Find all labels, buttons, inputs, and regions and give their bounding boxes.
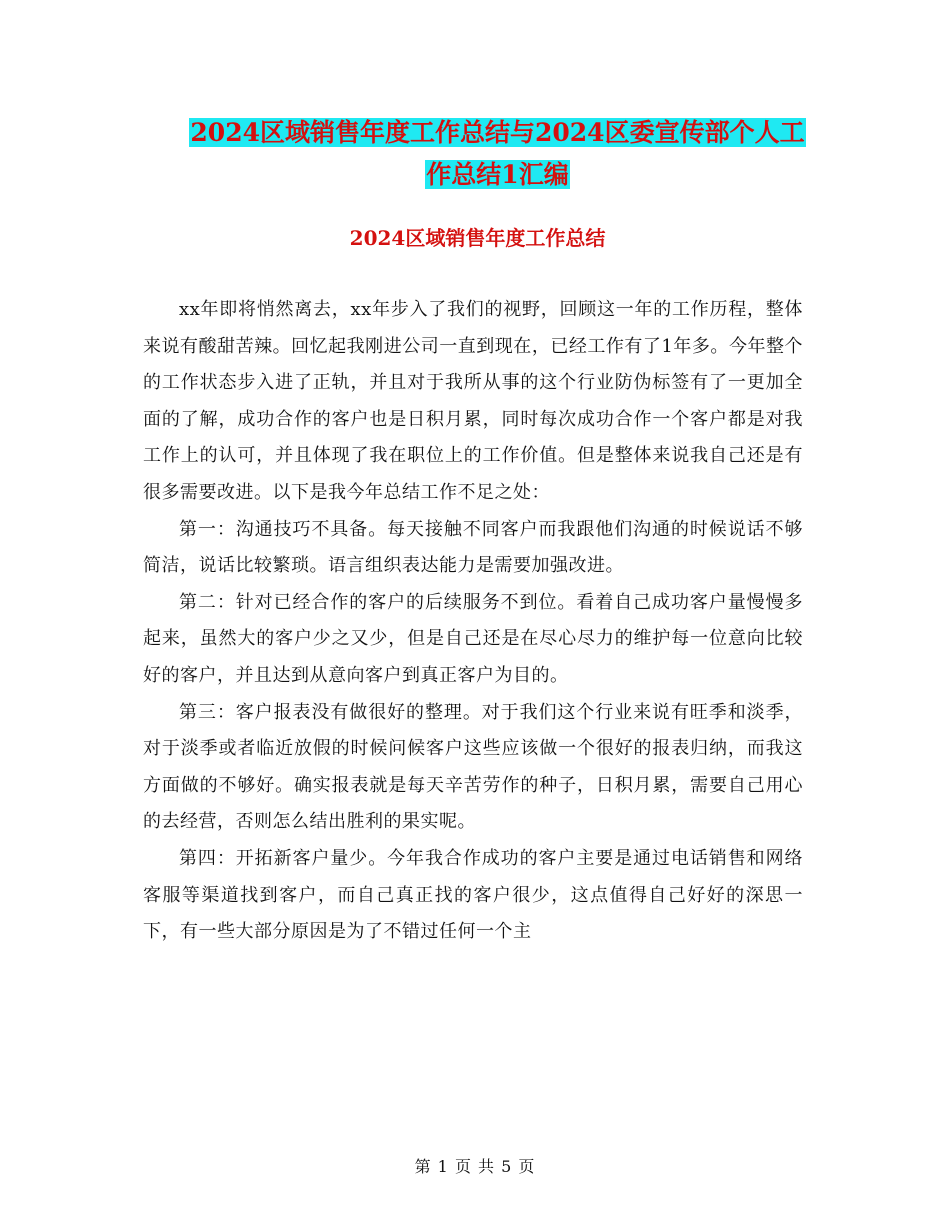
- document-body: [143, 292, 803, 951]
- section-title: 2024区域销售年度工作总结: [349, 226, 606, 250]
- paragraph-point-1: 第一：沟通技巧不具备。每天接触不同客户而我跟他们沟通的时候说话不够简洁，说话比较繁琐。语言组织表达能力是需要加强改进。: [143, 518, 803, 577]
- paragraph-point-4: 第四：开拓新客户量少。今年我合作成功的客户主要是通过电话销售和网络客服等渠道找到客户，而自己真正找的客户很少，这点值得自己好好的深思一下，有一些大部分原因是为了不错过任何一个主: [143, 847, 803, 943]
- document-title-line-2: [140, 154, 855, 196]
- paragraph-point-3: 第三：客户报表没有做很好的整理。对于我们这个行业来说有旺季和淡季，对于淡季或者临近放假的时候问候客户这些应该做一个很好的报表归纳，而我这方面做的不够好。确实报表就是每天辛苦劳作的种子，日积月累，需要自己用心的去经营，否则怎么结出胜利的果实呢。: [143, 701, 803, 833]
- page-number-footer: 第 1 页 共 5 页: [414, 1157, 536, 1176]
- paragraph-intro: xx年即将悄然离去，xx年步入了我们的视野，回顾这一年的工作历程，整体来说有酸甜苦辣。回忆起我刚进公司一直到现在，已经工作有了1年多。今年整个的工作状态步入进了正轨，并且对于我所从事的这个行业防伪标签有了一更加全面的了解，成功合作的客户也是日积月累，同时每次成功合作一个客户都是对我工作上的认可，并且体现了我在职位上的工作价值。但是整体来说我自己还是有很多需要改进。以下是我今年总结工作不足之处：: [143, 299, 803, 503]
- document-title-highlight-1: 2024区域销售年度工作总结与2024区委宣传部个人工: [190, 118, 805, 147]
- document-title-highlight-2: 作总结1汇编: [426, 160, 569, 189]
- document-title-line-1: [140, 112, 855, 154]
- paragraph-point-2: 第二：针对已经合作的客户的后续服务不到位。看着自己成功客户量慢慢多起来，虽然大的客户少之又少，但是自己还是在尽心尽力的维护每一位意向比较好的客户，并且达到从意向客户到真正客户为目的。: [143, 591, 803, 686]
